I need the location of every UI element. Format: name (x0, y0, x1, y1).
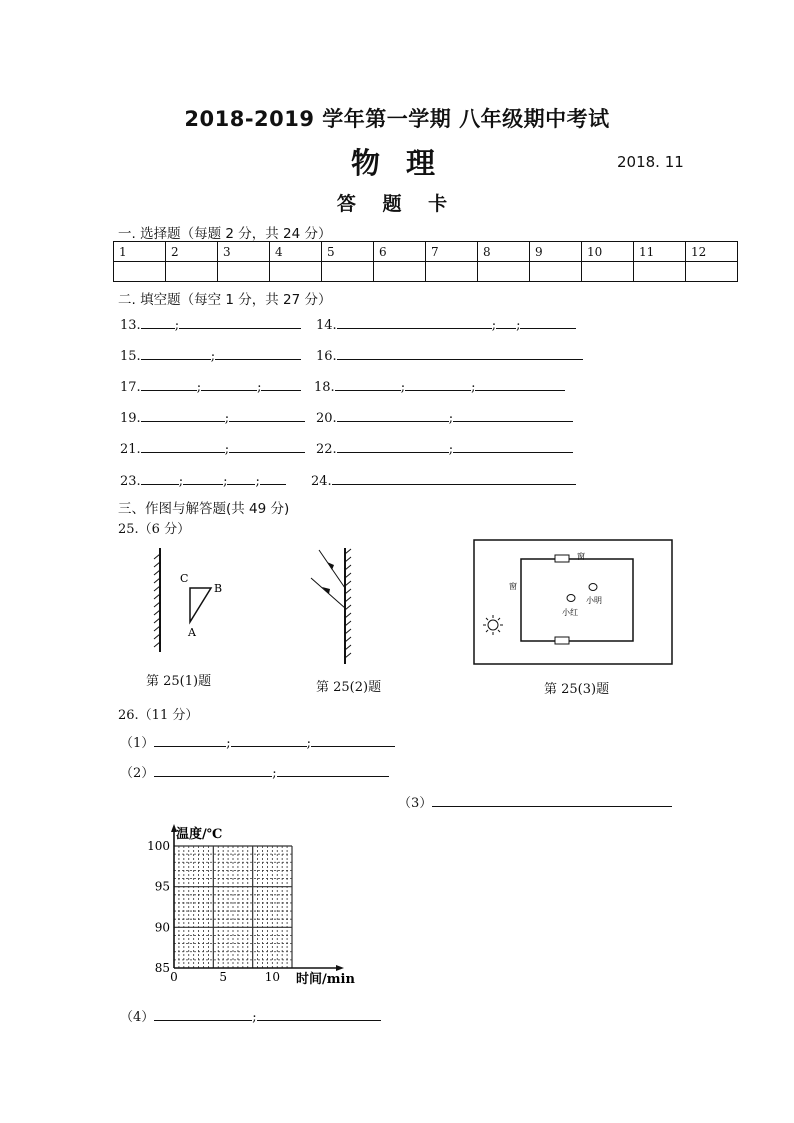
blank[interactable] (432, 794, 672, 807)
item-number: 18. (314, 380, 335, 395)
blank[interactable] (141, 378, 197, 391)
separator: ; (448, 411, 454, 426)
blank[interactable] (231, 734, 307, 747)
blank[interactable] (337, 440, 449, 453)
xiaoming-label: 小明 (586, 596, 602, 605)
window-left-label: 窗 (509, 582, 517, 591)
figure-25-3 (473, 539, 673, 665)
answer-cell[interactable] (322, 262, 374, 282)
x-tick-label: 0 (170, 970, 178, 984)
sun-icon (483, 615, 503, 635)
blank[interactable] (332, 472, 576, 485)
blank[interactable] (141, 440, 225, 453)
figure-25-2-caption: 第 25(2)题 (316, 680, 382, 695)
temperature-time-chart (136, 820, 376, 992)
fill-line-20 (316, 409, 573, 426)
y-tick-label: 85 (154, 961, 170, 975)
label-c: C (180, 572, 189, 585)
question-number: 5 (322, 242, 374, 262)
section-1-heading: 一. 选择题（每题 2 分，共 24 分） (118, 226, 332, 242)
figure-25-1 (145, 546, 235, 656)
separator: ; (255, 474, 260, 489)
fill-line-18 (314, 378, 565, 395)
blank[interactable] (335, 378, 401, 391)
question-number-row (114, 242, 738, 262)
question-26-label: 26.（11 分） (118, 708, 199, 723)
blank[interactable] (277, 764, 389, 777)
blank[interactable] (154, 734, 226, 747)
question-number: 10 (582, 242, 634, 262)
xiaoming-dot (589, 584, 597, 591)
fill-line-13 (120, 316, 301, 333)
blank[interactable] (311, 734, 395, 747)
blank[interactable] (141, 316, 175, 329)
room-walls (521, 559, 633, 641)
question-number: 4 (270, 242, 322, 262)
answer-cell[interactable] (634, 262, 686, 282)
blank[interactable] (453, 409, 573, 422)
separator: ; (174, 318, 180, 333)
blank[interactable] (154, 764, 272, 777)
window-bottom (555, 637, 569, 644)
item-number: 22. (316, 442, 337, 457)
part-label: （3） (398, 796, 433, 811)
blank[interactable] (141, 409, 225, 422)
item-number: 13. (120, 318, 141, 333)
fill-line-15 (120, 347, 301, 364)
question-number: 9 (530, 242, 582, 262)
blank[interactable] (229, 409, 305, 422)
separator: ; (272, 766, 277, 781)
separator: ; (210, 349, 216, 364)
item-number: 21. (120, 442, 141, 457)
blank[interactable] (154, 1008, 252, 1021)
fill-line-22 (316, 440, 573, 457)
answer-row (114, 262, 738, 282)
exam-date: 2018. 11 (617, 153, 684, 171)
fill-line-16 (316, 347, 583, 364)
separator: ; (448, 442, 454, 457)
x-axis-label: 时间/min (296, 972, 355, 987)
multiple-choice-table (113, 241, 738, 282)
question-number: 1 (114, 242, 166, 262)
question-number: 7 (426, 242, 478, 262)
answer-cell[interactable] (270, 262, 322, 282)
answer-cell[interactable] (478, 262, 530, 282)
blank[interactable] (215, 347, 301, 360)
y-axis-label: 温度/℃ (176, 827, 223, 842)
answer-cell[interactable] (114, 262, 166, 282)
blank[interactable] (337, 409, 449, 422)
q26-part-2 (120, 762, 389, 781)
fill-line-14 (316, 316, 576, 333)
question-25-label: 25.（6 分） (118, 522, 191, 537)
fill-line-23 (120, 472, 286, 489)
y-tick-label: 100 (147, 839, 170, 853)
ray-arrow-2 (322, 587, 330, 594)
item-number: 16. (316, 349, 337, 364)
blank[interactable] (229, 440, 305, 453)
separator: ; (491, 318, 497, 333)
answer-cell[interactable] (582, 262, 634, 282)
question-number: 6 (374, 242, 426, 262)
xiaohong-label: 小红 (562, 608, 578, 617)
separator: ; (471, 380, 476, 395)
question-number: 11 (634, 242, 686, 262)
separator: ; (226, 736, 231, 751)
question-number: 12 (686, 242, 738, 262)
q26-part-3 (398, 792, 672, 811)
separator: ; (178, 474, 184, 489)
blank[interactable] (475, 378, 565, 391)
triangle-abc (190, 588, 211, 622)
ray-arrow-1 (327, 562, 334, 570)
window-top (555, 555, 569, 562)
blank[interactable] (179, 316, 301, 329)
blank[interactable] (141, 347, 211, 360)
blank[interactable] (520, 316, 576, 329)
xiaohong-dot (567, 595, 575, 602)
item-number: 14. (316, 318, 337, 333)
item-number: 15. (120, 349, 141, 364)
separator: ; (224, 411, 230, 426)
label-b: B (214, 582, 223, 595)
blank[interactable] (257, 1008, 381, 1021)
blank[interactable] (201, 378, 257, 391)
blank[interactable] (260, 472, 286, 485)
section-3-heading: 三、作图与解答题(共 49 分) (118, 501, 290, 517)
item-number: 19. (120, 411, 141, 426)
x-tick-label: 10 (264, 970, 280, 984)
separator: ; (400, 380, 406, 395)
question-number: 8 (478, 242, 530, 262)
separator: ; (224, 442, 230, 457)
part-label: （4） (120, 1010, 155, 1025)
question-number: 3 (218, 242, 270, 262)
separator: ; (196, 380, 202, 395)
q26-part-1 (120, 732, 395, 751)
separator: ; (306, 736, 312, 751)
y-tick-label: 95 (154, 879, 170, 894)
item-number: 17. (120, 380, 141, 395)
answer-cell[interactable] (426, 262, 478, 282)
label-a: A (188, 626, 196, 639)
answer-cell[interactable] (166, 262, 218, 282)
blank[interactable] (337, 316, 492, 329)
item-number: 20. (316, 411, 337, 426)
blank[interactable] (453, 440, 573, 453)
window-top-label: 窗 (577, 552, 585, 561)
item-number: 23. (120, 474, 141, 489)
answer-card-title: 答 题 卡 (336, 193, 458, 215)
answer-cell[interactable] (374, 262, 426, 282)
blank[interactable] (227, 472, 255, 485)
blank[interactable] (141, 472, 179, 485)
blank[interactable] (337, 347, 583, 360)
fill-line-21 (120, 440, 305, 457)
question-number: 2 (166, 242, 218, 262)
x-axis-arrow (336, 965, 344, 971)
y-tick-label: 90 (154, 920, 170, 935)
fill-line-17 (120, 378, 301, 395)
fill-line-19 (120, 409, 305, 426)
separator: ; (223, 474, 228, 489)
separator: ; (252, 1010, 257, 1025)
blank[interactable] (261, 378, 301, 391)
figure-25-2 (305, 544, 365, 668)
part-label: （2） (120, 766, 155, 781)
q26-part-4 (120, 1006, 381, 1025)
fill-line-24 (311, 472, 576, 489)
answer-cell[interactable] (530, 262, 582, 282)
separator: ; (516, 318, 521, 333)
section-2-heading: 二. 填空题（每空 1 分，共 27 分） (118, 292, 332, 308)
x-tick-label: 5 (219, 970, 227, 984)
answer-cell[interactable] (686, 262, 738, 282)
figure-25-3-caption: 第 25(3)题 (544, 682, 610, 697)
blank[interactable] (183, 472, 223, 485)
blank[interactable] (496, 316, 516, 329)
separator: ; (257, 380, 262, 395)
exam-title: 2018-2019 学年第一学期 八年级期中考试 (184, 107, 610, 131)
item-number: 24. (311, 474, 332, 489)
subject-title: 物 理 (350, 146, 444, 180)
part-label: （1） (120, 736, 155, 751)
figure-25-1-caption: 第 25(1)题 (146, 674, 212, 689)
answer-cell[interactable] (218, 262, 270, 282)
blank[interactable] (405, 378, 471, 391)
